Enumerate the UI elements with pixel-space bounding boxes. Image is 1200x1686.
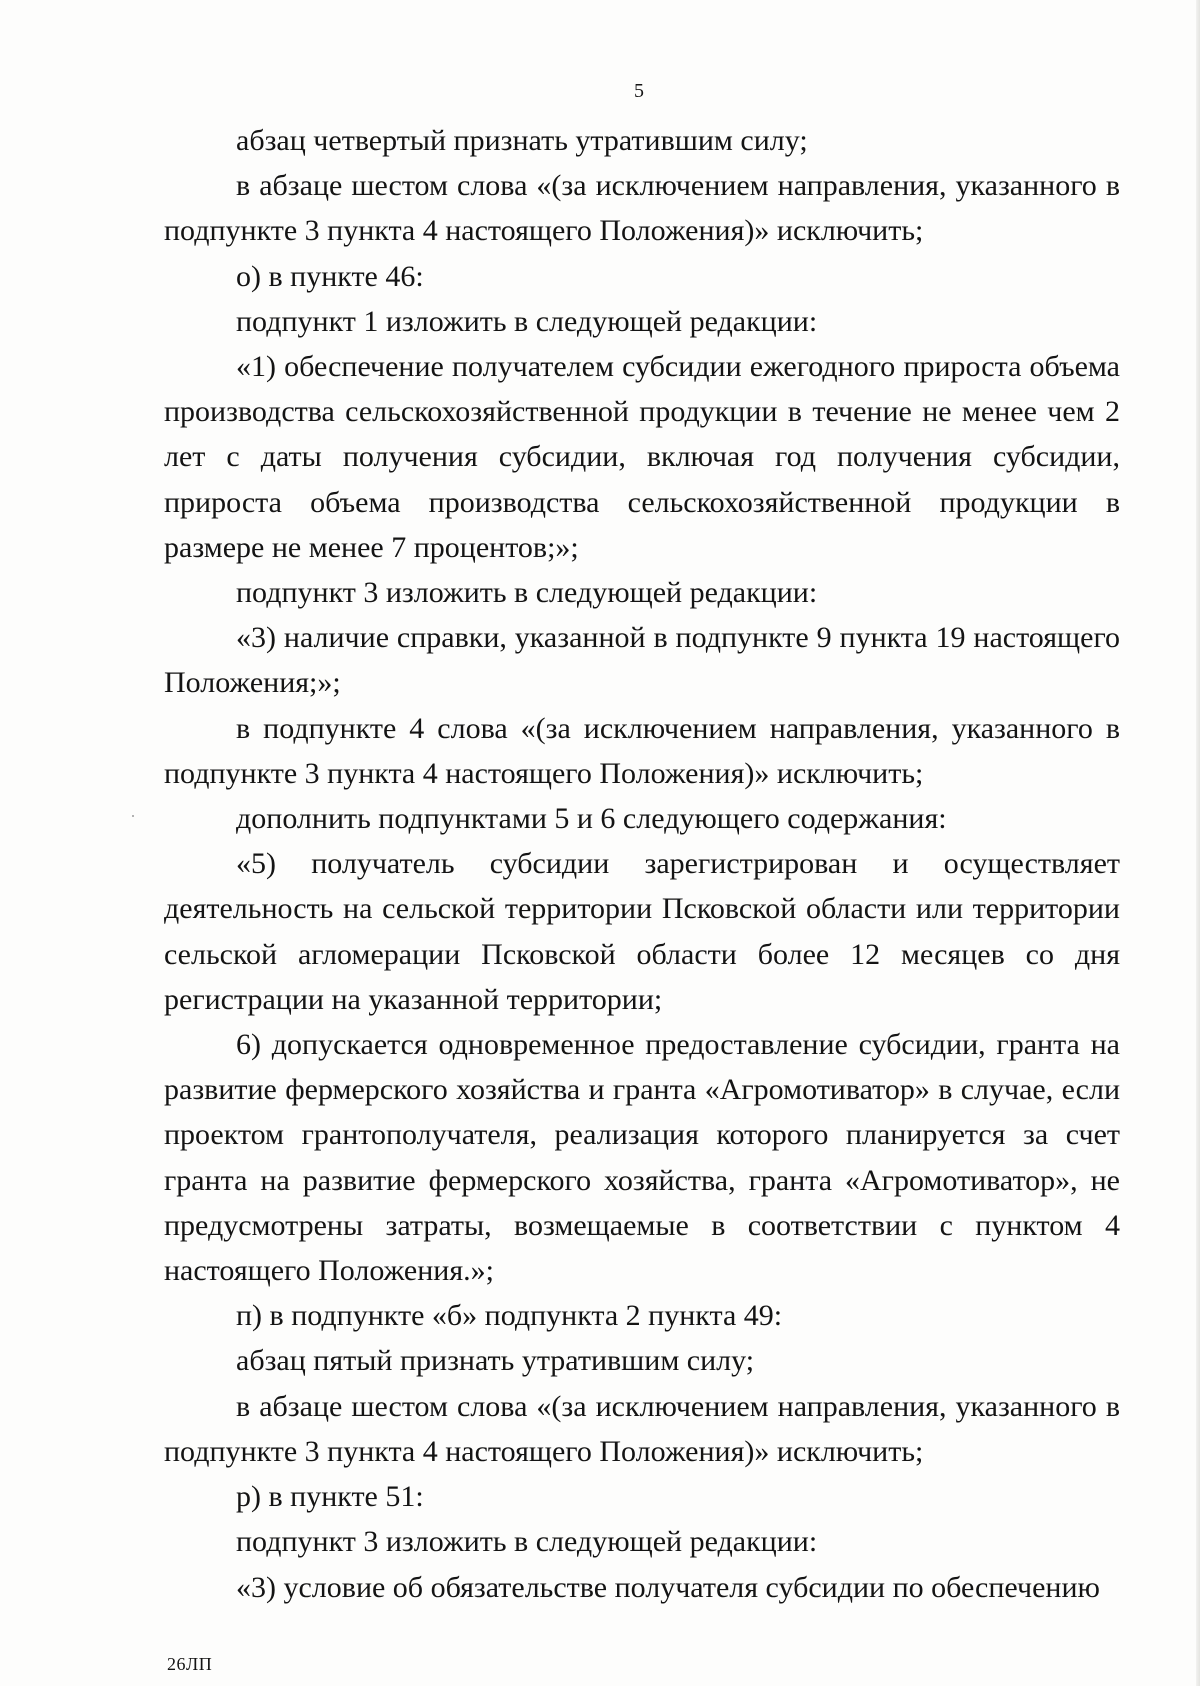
- paragraph: в абзаце шестом слова «(за исключением направления, указанного в подпункте 3 пункта 4 настоящего Положения)» исключить;: [164, 169, 1120, 248]
- paragraph: п) в подпункте «б» подпункта 2 пункта 49:: [236, 1299, 783, 1333]
- document-body: [164, 118, 1120, 1610]
- paragraph: в подпункте 4 слова «(за исключением направления, указанного в подпункте 3 пункта 4 настоящего Положения)» исключить;: [164, 711, 1120, 790]
- paragraph: «3) наличие справки, указанной в подпункте 9 пункта 19 настоящего Положения;»;: [164, 621, 1120, 700]
- paragraph: подпункт 3 изложить в следующей редакции:: [236, 576, 818, 610]
- paragraph: «1) обеспечение получателем субсидии ежегодного прироста объема производства сельскохозяйственной продукции в течение не менее чем 2 лет с даты получения субсидии, включая год получения субсидии, прироста объема производства сельскохозяйственной продукции в размере не менее 7 процентов;»;: [164, 350, 1120, 564]
- scan-speck: [132, 815, 134, 817]
- paragraph: «3) условие об обязательстве получателя субсидии по обеспечению: [236, 1570, 1100, 1604]
- paragraph: р) в пункте 51:: [236, 1480, 424, 1514]
- paragraph: «5) получатель субсидии зарегистрирован и осуществляет деятельность на сельской территории Псковской области или территории сельской агломерации Псковской области более 12 месяцев со дня регистрации на указанной территории;: [164, 847, 1120, 1016]
- paragraph: подпункт 1 изложить в следующей редакции:: [236, 304, 818, 338]
- paragraph: о) в пункте 46:: [236, 259, 424, 293]
- paragraph: подпункт 3 изложить в следующей редакции:: [236, 1525, 818, 1559]
- footer-code: 26ЛП: [167, 1654, 213, 1674]
- page-number: 5: [634, 80, 644, 102]
- paragraph: 6) допускается одновременное предоставление субсидии, гранта на развитие фермерского хозяйства и гранта «Агромотиватор» в случае, если проектом грантополучателя, реализация которого планируется за счет гранта на развитие фермерского хозяйства, гранта «Агромотиватор», не предусмотрены затраты, возмещаемые в соответствии с пунктом 4 настоящего Положения.»;: [164, 1028, 1120, 1288]
- paragraph: абзац пятый признать утратившим силу;: [236, 1344, 755, 1378]
- page-edge: [1196, 0, 1200, 1686]
- paragraph: дополнить подпунктами 5 и 6 следующего содержания:: [236, 802, 947, 836]
- paragraph: в абзаце шестом слова «(за исключением направления, указанного в подпункте 3 пункта 4 настоящего Положения)» исключить;: [164, 1389, 1120, 1468]
- paragraph: абзац четвертый признать утратившим силу;: [236, 124, 808, 157]
